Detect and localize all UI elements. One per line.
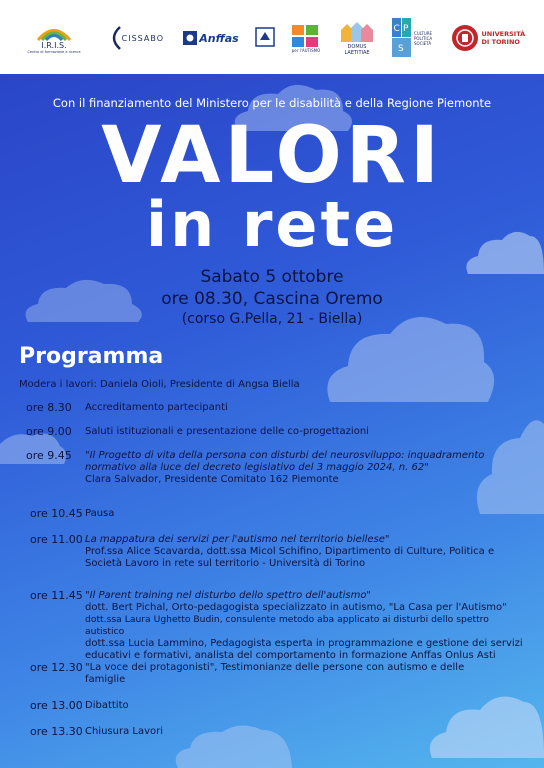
house-icon: [291, 24, 321, 48]
schedule-time: ore 12.30: [30, 661, 83, 674]
cissabo-logo: [106, 18, 164, 58]
svg-text:S: S: [398, 44, 404, 54]
description-line: La mappatura dei servizi per l'autismo nel territorio biellese": [85, 534, 390, 545]
schedule-description: [85, 508, 525, 520]
small-emblem-logo: [252, 18, 278, 58]
cps-subtitle: CULTURE POLITICA SOCIETÀ: [414, 30, 433, 46]
schedule-time: ore 13.30: [30, 725, 83, 738]
svg-text:C: C: [393, 24, 400, 34]
title-line-1: VALORI: [101, 111, 443, 201]
anffas-logo: [180, 18, 242, 58]
university-seal-icon: [451, 24, 479, 52]
description-line: Saluti istituzionali e presentazione delle co-progettazioni: [85, 426, 369, 437]
description-line: Chiusura Lavori: [85, 726, 164, 737]
programme-title: Programma: [19, 344, 164, 369]
schedule-time: ore 11.00: [30, 533, 83, 546]
cloud-icon: [424, 684, 544, 764]
emblem-icon: [254, 26, 276, 50]
domus-logo: [336, 18, 378, 58]
event-date: Sabato 5 ottobre: [200, 267, 344, 287]
description-line: Prof.ssa Alice Scavarda, dott.ssa Micol Schifino, Dipartimento di Culture, Politica e: [85, 546, 495, 557]
iris-name: I.R.I.S.: [41, 40, 67, 50]
description-line: "Il Parent training nel disturbo dello spettro dell'autismo": [85, 590, 372, 601]
schedule-time: ore 9.45: [26, 449, 72, 462]
description-line: dott.ssa Laura Ughetto Budin, consulente metodo aba applicato ai disturbi dello spettro autistico: [85, 614, 489, 637]
schedule-time: ore 13.00: [30, 699, 83, 712]
description-line: normativo alla luce del decreto legislativo del 3 maggio 2024, n. 62": [85, 462, 429, 473]
description-line: dott.ssa Lucia Lammino, Pedagogista esperta in programmazione e gestione dei servizi: [85, 638, 523, 649]
event-time-place: ore 08.30, Cascina Oremo: [161, 289, 383, 309]
description-line: Dibattito: [85, 700, 129, 711]
svg-text:P: P: [403, 24, 409, 34]
schedule-time: ore 9.00: [26, 425, 72, 438]
iris-subtitle: Centro di formazione e ricerca: [27, 49, 81, 54]
description-line: Pausa: [85, 508, 115, 519]
schedule-description: [85, 590, 525, 662]
rainbow-icon: [34, 23, 74, 41]
lacasa-subtitle: per l'AUTISMO: [291, 47, 321, 53]
description-line: Società Lavoro in rete sul territorio - Università di Torino: [85, 558, 366, 569]
poster-background: [0, 74, 544, 768]
schedule-description: [85, 426, 525, 438]
moderator-line: Modera i lavori: Daniela Oioli, Presidente di Angsa Biella: [19, 379, 300, 390]
description-line: Clara Salvador, Presidente Comitato 162 Piemonte: [85, 474, 339, 485]
unito-name: UNIVERSITÀ DI TORINO: [481, 30, 526, 46]
schedule-description: [85, 662, 525, 686]
cps-logo: [392, 18, 438, 58]
schedule-description: [85, 402, 525, 414]
description-line: "La voce dei protagonisti", Testimonianze delle persone con autismo e delle: [85, 662, 465, 673]
description-line: famiglie: [85, 674, 126, 685]
anffas-mark-icon: [183, 31, 197, 45]
unito-logo: [450, 18, 530, 58]
schedule-time: ore 11.45: [30, 589, 83, 602]
lacasa-logo: [290, 18, 322, 58]
description-line: "Il Progetto di vita della persona con disturbi del neurosviluppo: inquadramento: [85, 450, 485, 461]
cissabo-name: CISSABO: [121, 33, 164, 43]
domus-name: DOMUS LAETITIAE: [344, 44, 370, 56]
schedule-description: [85, 534, 525, 570]
description-line: educativi e formativi, analista del comportamento in formazione Anffas Onlus Asti: [85, 650, 496, 661]
iris-logo: [18, 18, 90, 58]
schedule-description: [85, 726, 525, 738]
description-line: dott. Bert Pichal, Orto-pedagogista specializzato in autismo, "La Casa per l'Autismo": [85, 602, 507, 613]
schedule-description: [85, 450, 525, 486]
logo-strip: [0, 0, 544, 74]
description-line: Accreditamento partecipanti: [85, 402, 228, 413]
houses-icon: [339, 20, 375, 44]
schedule-time: ore 8.30: [26, 401, 72, 414]
anffas-name: Anffas: [199, 31, 239, 45]
funding-line: Con il finanziamento del Ministero per le disabilità e della Regione Piemonte: [52, 96, 492, 110]
schedule-description: [85, 700, 525, 712]
cissabo-mark-icon: [106, 24, 122, 52]
title-line-2: in rete: [145, 188, 399, 261]
schedule-time: ore 10.45: [30, 507, 83, 520]
event-address: (corso G.Pella, 21 - Biella): [181, 311, 363, 327]
cps-blocks-icon: [392, 18, 412, 58]
